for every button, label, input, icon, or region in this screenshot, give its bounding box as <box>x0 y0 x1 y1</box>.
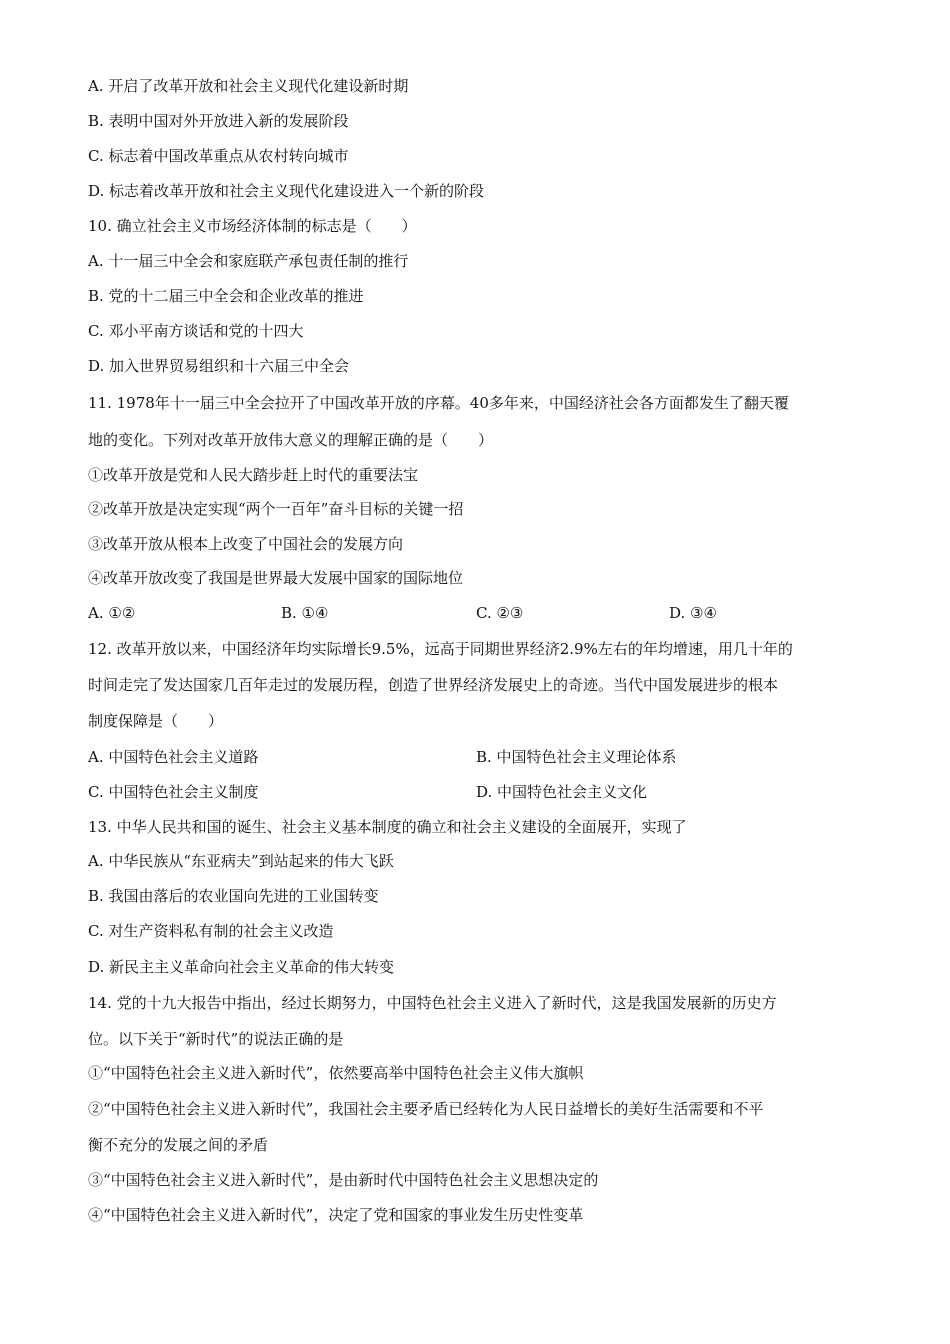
q11-option-b: B. ①④ <box>281 604 329 622</box>
q11-option-a: A. ①② <box>88 604 136 622</box>
q14-statement-2-line-1: ②“中国特色社会主义进入新时代”，我国社会主要矛盾已经转化为人民日益增长的美好生活需要和不平 <box>88 1100 764 1118</box>
q9-option-b: B. 表明中国对外开放进入新的发展阶段 <box>88 112 349 130</box>
q10-option-b: B. 党的十二届三中全会和企业改革的推进 <box>88 287 364 305</box>
q10-option-d: D. 加入世界贸易组织和十六届三中全会 <box>88 357 350 375</box>
q14-statement-2-line-2: 衡不充分的发展之间的矛盾 <box>88 1136 269 1154</box>
q14-statement-4: ④“中国特色社会主义进入新时代”，决定了党和国家的事业发生历史性变革 <box>88 1206 584 1224</box>
q12-option-a: A. 中国特色社会主义道路 <box>88 748 259 766</box>
q13-option-a: A. 中华民族从“东亚病夫”到站起来的伟大飞跃 <box>88 852 394 870</box>
q14-stem-line-1: 14. 党的十九大报告中指出，经过长期努力，中国特色社会主义进入了新时代，这是我国发展新的历史方 <box>88 994 777 1012</box>
q13-option-d: D. 新民主主义革命向社会主义革命的伟大转变 <box>88 958 395 976</box>
q14-statement-3: ③“中国特色社会主义进入新时代”，是由新时代中国特色社会主义思想决定的 <box>88 1171 599 1189</box>
q13-option-b: B. 我国由落后的农业国向先进的工业国转变 <box>88 887 379 905</box>
q11-option-d: D. ③④ <box>669 604 717 622</box>
q12-option-b: B. 中国特色社会主义理论体系 <box>476 748 677 766</box>
q9-option-c: C. 标志着中国改革重点从农村转向城市 <box>88 147 349 165</box>
q12-stem-line-2: 时间走完了发达国家几百年走过的发展历程，创造了世界经济发展史上的奇迹。当代中国发展进步的根本 <box>88 676 779 694</box>
q12-stem-line-3: 制度保障是（ ） <box>88 712 224 730</box>
q10-stem: 10. 确立社会主义市场经济体制的标志是（ ） <box>88 217 417 235</box>
q10-option-a: A. 十一届三中全会和家庭联产承包责任制的推行 <box>88 252 409 270</box>
q11-stem-line-2: 地的变化。下列对改革开放伟大意义的理解正确的是（ ） <box>88 431 494 449</box>
q11-statement-3: ③改革开放从根本上改变了中国社会的发展方向 <box>88 535 404 553</box>
q14-statement-1: ①“中国特色社会主义进入新时代”，依然要高举中国特色社会主义伟大旗帜 <box>88 1064 584 1082</box>
q11-statement-1: ①改革开放是党和人民大踏步赶上时代的重要法宝 <box>88 466 419 484</box>
q11-option-c: C. ②③ <box>476 604 524 622</box>
q9-option-d: D. 标志着改革开放和社会主义现代化建设进入一个新的阶段 <box>88 182 485 200</box>
q11-stem-line-1: 11. 1978年十一届三中全会拉开了中国改革开放的序幕。40多年来，中国经济社会各方面都发生了翻天覆 <box>88 394 789 412</box>
q13-option-c: C. 对生产资料私有制的社会主义改造 <box>88 922 334 940</box>
q12-option-d: D. 中国特色社会主义文化 <box>476 783 648 801</box>
q10-option-c: C. 邓小平南方谈话和党的十四大 <box>88 322 304 340</box>
q14-stem-line-2: 位。以下关于“新时代”的说法正确的是 <box>88 1030 344 1048</box>
q9-option-a: A. 开启了改革开放和社会主义现代化建设新时期 <box>88 77 409 95</box>
q13-stem: 13. 中华人民共和国的诞生、社会主义基本制度的确立和社会主义建设的全面展开，实现了 <box>88 818 687 836</box>
q11-statement-2: ②改革开放是决定实现“两个一百年”奋斗目标的关键一招 <box>88 500 464 518</box>
q11-statement-4: ④改革开放改变了我国是世界最大发展中国家的国际地位 <box>88 569 464 587</box>
q12-stem-line-1: 12. 改革开放以来，中国经济年均实际增长9.5%，远高于同期世界经济2.9%左右的年均增速，用几十年的 <box>88 640 793 658</box>
q12-option-c: C. 中国特色社会主义制度 <box>88 783 259 801</box>
